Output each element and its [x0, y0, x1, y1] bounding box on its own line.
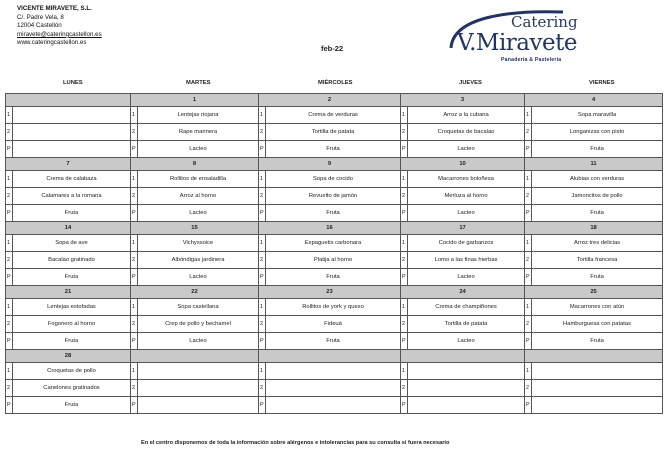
- company-name: VICENTE MIRAVETE, S.L.: [17, 5, 92, 12]
- dish-cell: Sopa de cocido: [266, 171, 401, 188]
- date-cell-monday: 14: [6, 222, 131, 235]
- course-label: P: [259, 205, 266, 222]
- course-label: 2: [131, 316, 138, 333]
- day-header-monday: LUNES: [63, 80, 83, 86]
- course-label: 2: [259, 124, 266, 141]
- course-row: [6, 205, 663, 222]
- course-label: 1: [6, 299, 13, 316]
- dish-cell: Croquetas de bacalao: [408, 124, 525, 141]
- course-label: P: [6, 333, 13, 350]
- course-label: 2: [259, 188, 266, 205]
- course-label: 2: [525, 380, 532, 397]
- catering-logo: [445, 8, 578, 66]
- course-label: 2: [6, 252, 13, 269]
- day-header-tuesday: MARTES: [186, 80, 211, 86]
- dish-cell: Crema de calabaza: [13, 171, 131, 188]
- course-row: [6, 333, 663, 350]
- dish-cell: Longanizas con pisto: [532, 124, 663, 141]
- dish-cell: Rollitos de ensaladilla: [138, 171, 259, 188]
- course-label: P: [401, 269, 408, 286]
- dish-cell: [532, 380, 663, 397]
- dish-cell: Calamares a la romana: [13, 188, 131, 205]
- course-label: 1: [6, 235, 13, 252]
- course-row: [6, 316, 663, 333]
- date-cell-friday: [525, 350, 663, 363]
- course-label: 1: [6, 171, 13, 188]
- course-label: 2: [131, 380, 138, 397]
- dish-cell: Fruta: [532, 141, 663, 158]
- course-label: P: [401, 205, 408, 222]
- course-label: P: [401, 397, 408, 414]
- company-city: 12004 Castellón: [17, 22, 62, 30]
- date-cell-friday: 18: [525, 222, 663, 235]
- date-cell-thursday: [401, 350, 525, 363]
- dish-cell: Arroz tres delicias: [532, 235, 663, 252]
- dish-cell: Arroz a la cubana: [408, 107, 525, 124]
- course-label: 1: [525, 363, 532, 380]
- dish-cell: Fideuá: [266, 316, 401, 333]
- dish-cell: [408, 363, 525, 380]
- day-header-wednesday: MIÉRCOLES: [318, 80, 353, 86]
- dish-cell: Merluza al horno: [408, 188, 525, 205]
- dish-cell: Revuelto de jamón: [266, 188, 401, 205]
- dish-cell: Lacteo: [138, 141, 259, 158]
- course-label: P: [6, 397, 13, 414]
- course-row: [6, 188, 663, 205]
- dish-cell: Arroz al horno: [138, 188, 259, 205]
- company-street: C/. Padre Vela, 8: [17, 13, 64, 21]
- course-label: P: [259, 269, 266, 286]
- course-label: 2: [401, 188, 408, 205]
- date-cell-thursday: 17: [401, 222, 525, 235]
- course-label: P: [525, 333, 532, 350]
- course-label: 1: [401, 235, 408, 252]
- date-cell-monday: [6, 94, 131, 107]
- course-label: 1: [131, 107, 138, 124]
- date-cell-tuesday: 8: [131, 158, 259, 171]
- course-row: [6, 363, 663, 380]
- course-row: [6, 124, 663, 141]
- dish-cell: Albóndigas jardinera: [138, 252, 259, 269]
- course-label: P: [525, 141, 532, 158]
- course-label: P: [259, 397, 266, 414]
- course-row: [6, 171, 663, 188]
- date-cell-friday: 25: [525, 286, 663, 299]
- course-row: [6, 380, 663, 397]
- date-cell-monday: 28: [6, 350, 131, 363]
- week-header-row: [6, 222, 663, 235]
- course-label: 1: [259, 363, 266, 380]
- course-label: 1: [259, 299, 266, 316]
- course-label: 2: [259, 252, 266, 269]
- dish-cell: [266, 363, 401, 380]
- logo-brand-text: V.Miravete: [457, 30, 577, 56]
- course-label: 1: [525, 171, 532, 188]
- dish-cell: Fruta: [266, 333, 401, 350]
- course-label: 2: [6, 316, 13, 333]
- company-info: [17, 5, 102, 48]
- course-label: P: [131, 205, 138, 222]
- dish-cell: Alubias con verduras: [532, 171, 663, 188]
- course-row: [6, 141, 663, 158]
- course-label: P: [259, 141, 266, 158]
- course-label: 1: [259, 171, 266, 188]
- dish-cell: Lacteo: [138, 333, 259, 350]
- course-label: 2: [525, 316, 532, 333]
- date-cell-tuesday: 22: [131, 286, 259, 299]
- allergen-notice: En el centro disponemos de toda la información sobre alérgenos e intolerancias para su consulta si fuera necesario: [141, 440, 450, 446]
- dish-cell: Bacalao gratinado: [13, 252, 131, 269]
- course-row: [6, 299, 663, 316]
- course-label: P: [6, 205, 13, 222]
- dish-cell: [13, 141, 131, 158]
- dish-cell: Tortilla de patata: [266, 124, 401, 141]
- week-header-row: [6, 286, 663, 299]
- course-label: 1: [525, 235, 532, 252]
- course-label: 1: [525, 299, 532, 316]
- dish-cell: Crema de verduras: [266, 107, 401, 124]
- dish-cell: Lacteo: [408, 269, 525, 286]
- menu-table: [5, 93, 663, 414]
- dish-cell: Macarrones boloñesa: [408, 171, 525, 188]
- course-label: 2: [6, 188, 13, 205]
- dish-cell: Crema de champiñones: [408, 299, 525, 316]
- dish-cell: [13, 107, 131, 124]
- menu-month: feb-22: [321, 44, 344, 53]
- dish-cell: Cocido de garbanzos: [408, 235, 525, 252]
- dish-cell: Jamoncitos de pollo: [532, 188, 663, 205]
- dish-cell: Croquetas de pollo: [13, 363, 131, 380]
- course-label: P: [525, 269, 532, 286]
- course-label: P: [401, 333, 408, 350]
- logo-catering-text: Catering: [511, 13, 578, 31]
- dish-cell: Platija al horno: [266, 252, 401, 269]
- date-cell-thursday: 3: [401, 94, 525, 107]
- dish-cell: Sopa castellana: [138, 299, 259, 316]
- course-label: 1: [401, 299, 408, 316]
- dish-cell: [266, 380, 401, 397]
- dish-cell: [138, 363, 259, 380]
- company-web[interactable]: www.cateringcastellon.es: [17, 39, 87, 47]
- course-label: 2: [6, 124, 13, 141]
- course-label: 1: [131, 299, 138, 316]
- dish-cell: Lomo a las finas hierbas: [408, 252, 525, 269]
- company-email[interactable]: miravete@cateringcastellon.es: [17, 30, 102, 38]
- dish-cell: [408, 397, 525, 414]
- dish-cell: Fruta: [532, 333, 663, 350]
- dish-cell: Canelones gratinados: [13, 380, 131, 397]
- course-label: 2: [131, 252, 138, 269]
- dish-cell: Fruta: [13, 269, 131, 286]
- dish-cell: Tortilla francesa: [532, 252, 663, 269]
- course-label: 1: [131, 171, 138, 188]
- dish-cell: [266, 397, 401, 414]
- dish-cell: Macarrones con atún: [532, 299, 663, 316]
- week-header-row: [6, 94, 663, 107]
- course-label: 2: [401, 252, 408, 269]
- dish-cell: Vichyssoice: [138, 235, 259, 252]
- date-cell-wednesday: [259, 350, 401, 363]
- course-label: P: [525, 205, 532, 222]
- course-label: P: [6, 269, 13, 286]
- dish-cell: Fruta: [266, 205, 401, 222]
- dish-cell: [532, 397, 663, 414]
- dish-cell: Sopa de ave: [13, 235, 131, 252]
- course-label: 2: [401, 124, 408, 141]
- week-header-row: [6, 158, 663, 171]
- dish-cell: Hamburguesa con patatas: [532, 316, 663, 333]
- date-cell-thursday: 24: [401, 286, 525, 299]
- course-label: 1: [525, 107, 532, 124]
- date-cell-wednesday: 23: [259, 286, 401, 299]
- course-label: P: [131, 397, 138, 414]
- date-cell-monday: 7: [6, 158, 131, 171]
- course-label: 2: [259, 380, 266, 397]
- course-label: 2: [6, 380, 13, 397]
- course-row: [6, 235, 663, 252]
- course-label: 1: [131, 235, 138, 252]
- dish-cell: Rape marinera: [138, 124, 259, 141]
- dish-cell: Lacteo: [408, 205, 525, 222]
- dish-cell: [138, 380, 259, 397]
- day-header-thursday: JUEVES: [459, 80, 482, 86]
- course-label: 2: [401, 316, 408, 333]
- logo-tagline: Panadería & Pastelería: [501, 57, 562, 63]
- dish-cell: Sopa maravilla: [532, 107, 663, 124]
- date-cell-monday: 21: [6, 286, 131, 299]
- dish-cell: Fruta: [266, 141, 401, 158]
- dish-cell: Fruta: [13, 397, 131, 414]
- dish-cell: Lacteo: [408, 333, 525, 350]
- course-label: P: [131, 269, 138, 286]
- dish-cell: [532, 363, 663, 380]
- course-label: P: [401, 141, 408, 158]
- course-label: P: [6, 141, 13, 158]
- dish-cell: Lentejas estofadas: [13, 299, 131, 316]
- course-label: 1: [259, 107, 266, 124]
- dish-cell: Fruta: [13, 333, 131, 350]
- course-label: 2: [525, 252, 532, 269]
- course-label: 2: [401, 380, 408, 397]
- date-cell-tuesday: 1: [131, 94, 259, 107]
- week-header-row: [6, 350, 663, 363]
- date-cell-tuesday: [131, 350, 259, 363]
- date-cell-wednesday: 9: [259, 158, 401, 171]
- course-label: P: [259, 333, 266, 350]
- dish-cell: Crep de pollo y bechamel: [138, 316, 259, 333]
- course-label: 1: [131, 363, 138, 380]
- date-cell-friday: 4: [525, 94, 663, 107]
- course-label: 1: [6, 363, 13, 380]
- date-cell-friday: 11: [525, 158, 663, 171]
- course-row: [6, 107, 663, 124]
- course-label: 2: [131, 124, 138, 141]
- date-cell-tuesday: 15: [131, 222, 259, 235]
- course-label: 2: [259, 316, 266, 333]
- course-label: 1: [401, 363, 408, 380]
- course-label: 1: [6, 107, 13, 124]
- dish-cell: Fruta: [13, 205, 131, 222]
- course-row: [6, 397, 663, 414]
- course-label: P: [131, 333, 138, 350]
- dish-cell: Lacteo: [138, 205, 259, 222]
- course-row: [6, 252, 663, 269]
- dish-cell: Fruta: [532, 269, 663, 286]
- dish-cell: Espaguetis carbonara: [266, 235, 401, 252]
- date-cell-wednesday: 2: [259, 94, 401, 107]
- dish-cell: Lentejas riojana: [138, 107, 259, 124]
- dish-cell: Lacteo: [408, 141, 525, 158]
- dish-cell: [408, 380, 525, 397]
- course-label: 1: [401, 107, 408, 124]
- dish-cell: Fruta: [532, 205, 663, 222]
- date-cell-thursday: 10: [401, 158, 525, 171]
- date-cell-wednesday: 16: [259, 222, 401, 235]
- course-label: P: [525, 397, 532, 414]
- course-label: P: [131, 141, 138, 158]
- day-header-friday: VIERNES: [589, 80, 615, 86]
- dish-cell: Fruta: [266, 269, 401, 286]
- course-label: 1: [259, 235, 266, 252]
- dish-cell: Rollitos de york y queso: [266, 299, 401, 316]
- dish-cell: [13, 124, 131, 141]
- dish-cell: Fogonero al horno: [13, 316, 131, 333]
- course-label: 2: [525, 124, 532, 141]
- dish-cell: Lacteo: [138, 269, 259, 286]
- dish-cell: Tortilla de patata: [408, 316, 525, 333]
- course-label: 1: [401, 171, 408, 188]
- course-label: 2: [131, 188, 138, 205]
- dish-cell: [138, 397, 259, 414]
- course-label: 2: [525, 188, 532, 205]
- course-row: [6, 269, 663, 286]
